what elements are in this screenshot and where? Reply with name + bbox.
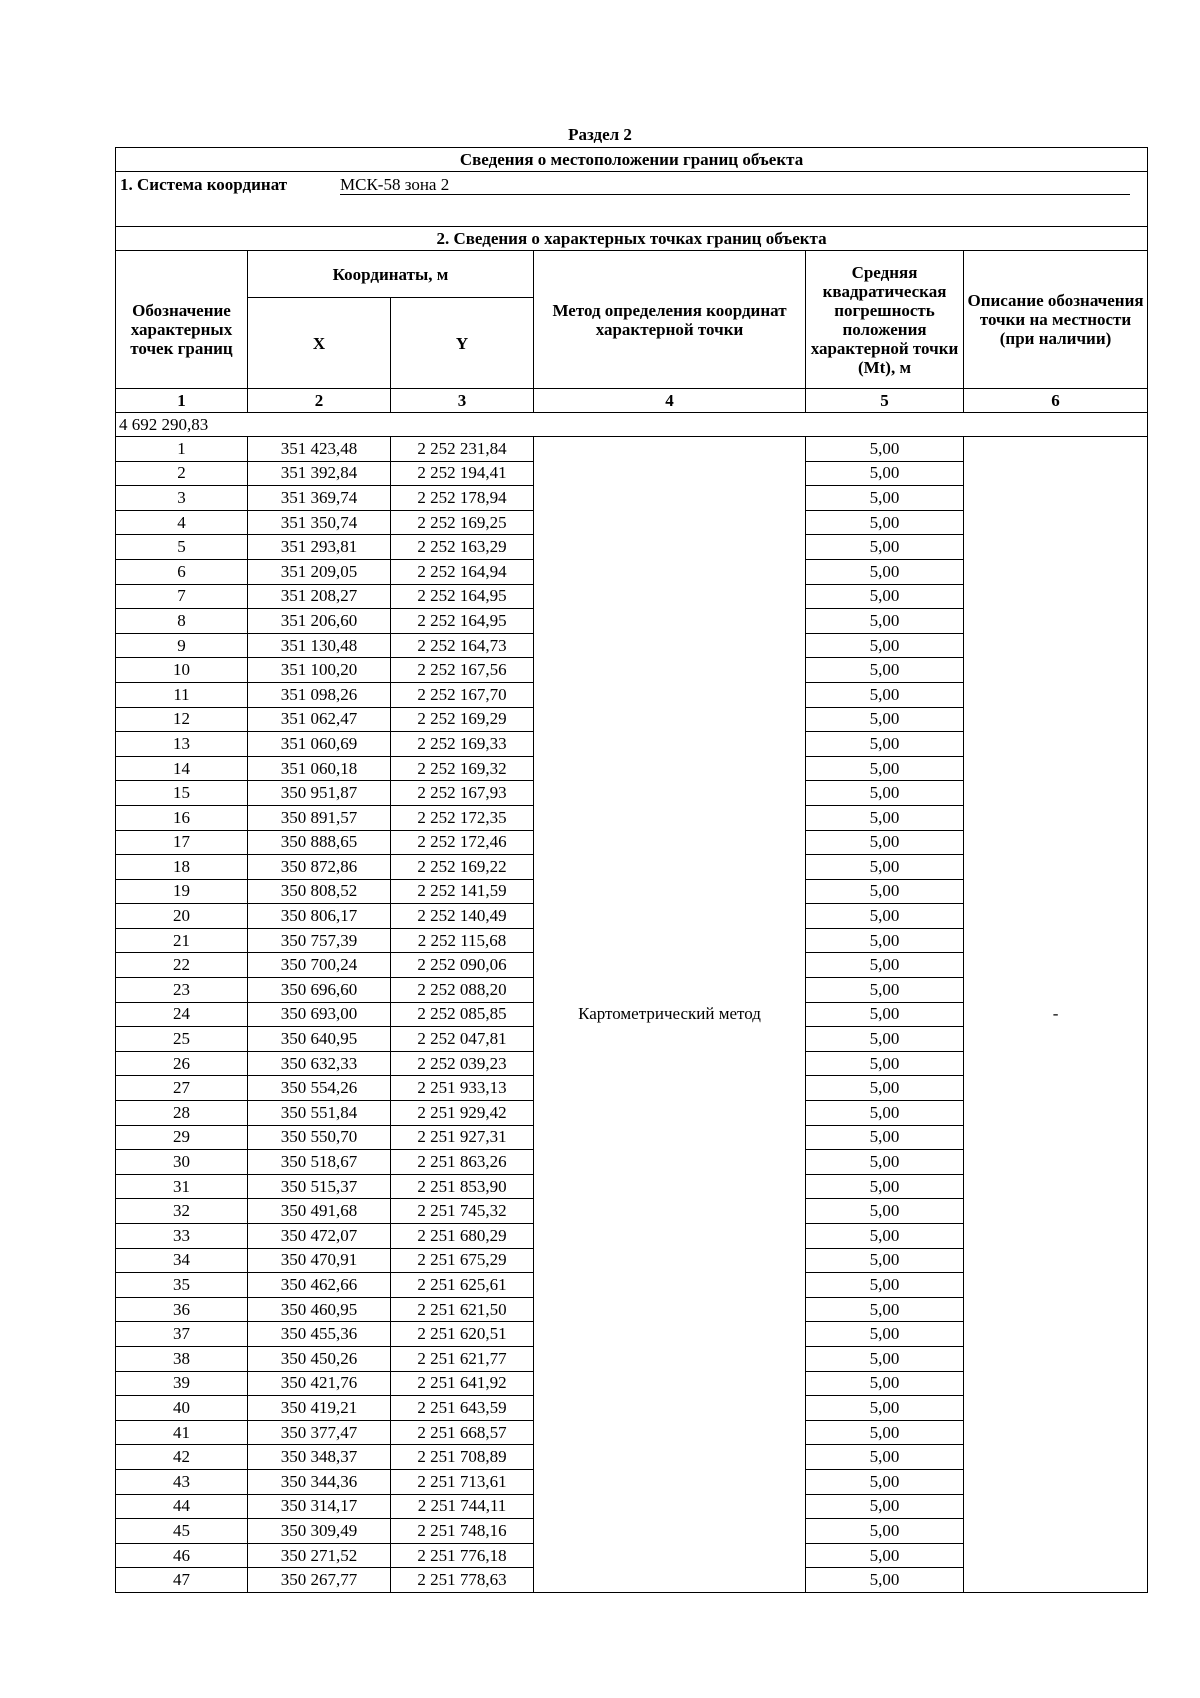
y-coordinate-cell: 2 251 643,59 xyxy=(391,1396,534,1421)
x-coordinate-cell: 350 309,49 xyxy=(248,1519,391,1544)
header-method: Метод определения координат характерной точки xyxy=(534,251,806,389)
y-coordinate-cell: 2 252 169,22 xyxy=(391,855,534,880)
x-coordinate-cell: 350 551,84 xyxy=(248,1101,391,1126)
x-coordinate-cell: 350 515,37 xyxy=(248,1174,391,1199)
coord-system-value: МСК-58 зона 2 xyxy=(340,175,1130,195)
x-coordinate-cell: 350 455,36 xyxy=(248,1322,391,1347)
x-coordinate-cell: 350 419,21 xyxy=(248,1396,391,1421)
x-coordinate-cell: 350 951,87 xyxy=(248,781,391,806)
point-number-cell: 45 xyxy=(116,1519,248,1544)
y-coordinate-cell: 2 252 164,94 xyxy=(391,559,534,584)
x-coordinate-cell: 350 421,76 xyxy=(248,1371,391,1396)
y-coordinate-cell: 2 251 668,57 xyxy=(391,1420,534,1445)
x-coordinate-cell: 350 450,26 xyxy=(248,1346,391,1371)
point-number-cell: 17 xyxy=(116,830,248,855)
point-number-cell: 33 xyxy=(116,1224,248,1249)
y-coordinate-cell: 2 252 141,59 xyxy=(391,879,534,904)
y-coordinate-cell: 2 251 641,92 xyxy=(391,1371,534,1396)
point-number-cell: 32 xyxy=(116,1199,248,1224)
point-number-cell: 10 xyxy=(116,658,248,683)
y-coordinate-cell: 2 251 776,18 xyxy=(391,1543,534,1568)
y-coordinate-cell: 2 252 169,33 xyxy=(391,732,534,757)
error-cell: 5,00 xyxy=(806,682,964,707)
error-cell: 5,00 xyxy=(806,437,964,462)
y-coordinate-cell: 2 252 178,94 xyxy=(391,486,534,511)
point-number-cell: 40 xyxy=(116,1396,248,1421)
point-number-cell: 47 xyxy=(116,1568,248,1593)
section-title: Раздел 2 xyxy=(568,125,632,144)
method-cell: Картометрический метод xyxy=(534,437,806,1593)
x-coordinate-cell: 350 472,07 xyxy=(248,1224,391,1249)
y-coordinate-cell: 2 252 194,41 xyxy=(391,461,534,486)
point-number-cell: 16 xyxy=(116,805,248,830)
x-coordinate-cell: 350 696,60 xyxy=(248,978,391,1003)
area-row: 4 692 290,83 xyxy=(116,413,1148,437)
x-coordinate-cell: 350 632,33 xyxy=(248,1051,391,1076)
y-coordinate-cell: 2 252 167,56 xyxy=(391,658,534,683)
error-cell: 5,00 xyxy=(806,781,964,806)
y-coordinate-cell: 2 251 680,29 xyxy=(391,1224,534,1249)
y-coordinate-cell: 2 251 625,61 xyxy=(391,1273,534,1298)
x-coordinate-cell: 351 130,48 xyxy=(248,633,391,658)
error-cell: 5,00 xyxy=(806,1396,964,1421)
column-number-4: 4 xyxy=(534,389,806,413)
point-number-cell: 2 xyxy=(116,461,248,486)
error-cell: 5,00 xyxy=(806,1248,964,1273)
error-cell: 5,00 xyxy=(806,707,964,732)
y-coordinate-cell: 2 252 164,95 xyxy=(391,609,534,634)
error-cell: 5,00 xyxy=(806,1125,964,1150)
point-number-cell: 7 xyxy=(116,584,248,609)
error-cell: 5,00 xyxy=(806,1420,964,1445)
point-number-cell: 3 xyxy=(116,486,248,511)
point-number-cell: 35 xyxy=(116,1273,248,1298)
error-cell: 5,00 xyxy=(806,904,964,929)
header-y: Y xyxy=(391,298,534,389)
y-coordinate-cell: 2 252 088,20 xyxy=(391,978,534,1003)
y-coordinate-cell: 2 252 163,29 xyxy=(391,535,534,560)
x-coordinate-cell: 351 060,69 xyxy=(248,732,391,757)
x-coordinate-cell: 351 293,81 xyxy=(248,535,391,560)
y-coordinate-cell: 2 252 167,93 xyxy=(391,781,534,806)
column-number-1: 1 xyxy=(116,389,248,413)
x-coordinate-cell: 350 888,65 xyxy=(248,830,391,855)
column-number-5: 5 xyxy=(806,389,964,413)
x-coordinate-cell: 351 208,27 xyxy=(248,584,391,609)
table-row xyxy=(116,437,1148,462)
coord-system-label: 1. Система координат xyxy=(120,175,288,194)
point-number-cell: 20 xyxy=(116,904,248,929)
error-cell: 5,00 xyxy=(806,1519,964,1544)
description-cell: - xyxy=(964,437,1148,1593)
x-coordinate-cell: 350 470,91 xyxy=(248,1248,391,1273)
y-coordinate-cell: 2 251 621,77 xyxy=(391,1346,534,1371)
y-coordinate-cell: 2 251 745,32 xyxy=(391,1199,534,1224)
x-coordinate-cell: 351 098,26 xyxy=(248,682,391,707)
point-number-cell: 9 xyxy=(116,633,248,658)
x-coordinate-cell: 350 700,24 xyxy=(248,953,391,978)
error-cell: 5,00 xyxy=(806,1051,964,1076)
header-error: Средняя квадратическая погрешность положения характерной точки (Mt), м xyxy=(806,251,964,389)
column-number-3: 3 xyxy=(391,389,534,413)
point-number-cell: 22 xyxy=(116,953,248,978)
error-cell: 5,00 xyxy=(806,1150,964,1175)
point-number-cell: 8 xyxy=(116,609,248,634)
y-coordinate-cell: 2 251 744,11 xyxy=(391,1494,534,1519)
error-cell: 5,00 xyxy=(806,510,964,535)
error-cell: 5,00 xyxy=(806,1568,964,1593)
point-number-cell: 18 xyxy=(116,855,248,880)
y-coordinate-cell: 2 251 675,29 xyxy=(391,1248,534,1273)
header-coordinates: Координаты, м xyxy=(248,251,534,298)
error-cell: 5,00 xyxy=(806,1469,964,1494)
error-cell: 5,00 xyxy=(806,855,964,880)
x-coordinate-cell: 350 314,17 xyxy=(248,1494,391,1519)
error-cell: 5,00 xyxy=(806,1199,964,1224)
point-number-cell: 13 xyxy=(116,732,248,757)
y-coordinate-cell: 2 252 164,95 xyxy=(391,584,534,609)
point-number-cell: 44 xyxy=(116,1494,248,1519)
point-number-cell: 34 xyxy=(116,1248,248,1273)
point-number-cell: 28 xyxy=(116,1101,248,1126)
header-x: X xyxy=(248,298,391,389)
y-coordinate-cell: 2 252 090,06 xyxy=(391,953,534,978)
y-coordinate-cell: 2 251 748,16 xyxy=(391,1519,534,1544)
x-coordinate-cell: 350 693,00 xyxy=(248,1002,391,1027)
point-number-cell: 15 xyxy=(116,781,248,806)
y-coordinate-cell: 2 251 708,89 xyxy=(391,1445,534,1470)
error-cell: 5,00 xyxy=(806,535,964,560)
error-cell: 5,00 xyxy=(806,1371,964,1396)
point-number-cell: 46 xyxy=(116,1543,248,1568)
error-cell: 5,00 xyxy=(806,1445,964,1470)
x-coordinate-cell: 350 808,52 xyxy=(248,879,391,904)
header-description: Описание обозначения точки на местности (при наличии) xyxy=(964,251,1148,389)
point-number-cell: 43 xyxy=(116,1469,248,1494)
error-cell: 5,00 xyxy=(806,1002,964,1027)
point-number-cell: 42 xyxy=(116,1445,248,1470)
point-number-cell: 39 xyxy=(116,1371,248,1396)
error-cell: 5,00 xyxy=(806,609,964,634)
x-coordinate-cell: 350 872,86 xyxy=(248,855,391,880)
x-coordinate-cell: 350 806,17 xyxy=(248,904,391,929)
error-cell: 5,00 xyxy=(806,1101,964,1126)
boundary-table-body xyxy=(116,148,1148,1593)
points-title: 2. Сведения о характерных точках границ объекта xyxy=(116,227,1148,251)
error-cell: 5,00 xyxy=(806,1322,964,1347)
header-point-designation: Обозначение характерных точек границ xyxy=(116,251,248,389)
error-cell: 5,00 xyxy=(806,1273,964,1298)
x-coordinate-cell: 350 891,57 xyxy=(248,805,391,830)
x-coordinate-cell: 350 462,66 xyxy=(248,1273,391,1298)
coord-system-row xyxy=(116,172,1148,227)
x-coordinate-cell: 351 392,84 xyxy=(248,461,391,486)
y-coordinate-cell: 2 252 169,32 xyxy=(391,756,534,781)
x-coordinate-cell: 351 100,20 xyxy=(248,658,391,683)
error-cell: 5,00 xyxy=(806,1076,964,1101)
table-title: Сведения о местоположении границ объекта xyxy=(116,148,1148,172)
x-coordinate-cell: 350 491,68 xyxy=(248,1199,391,1224)
y-coordinate-cell: 2 252 169,25 xyxy=(391,510,534,535)
error-cell: 5,00 xyxy=(806,805,964,830)
error-cell: 5,00 xyxy=(806,461,964,486)
point-number-cell: 23 xyxy=(116,978,248,1003)
x-coordinate-cell: 350 757,39 xyxy=(248,928,391,953)
error-cell: 5,00 xyxy=(806,953,964,978)
point-number-cell: 36 xyxy=(116,1297,248,1322)
y-coordinate-cell: 2 252 231,84 xyxy=(391,437,534,462)
y-coordinate-cell: 2 251 863,26 xyxy=(391,1150,534,1175)
x-coordinate-cell: 350 348,37 xyxy=(248,1445,391,1470)
point-number-cell: 1 xyxy=(116,437,248,462)
y-coordinate-cell: 2 251 621,50 xyxy=(391,1297,534,1322)
point-number-cell: 24 xyxy=(116,1002,248,1027)
error-cell: 5,00 xyxy=(806,830,964,855)
point-number-cell: 29 xyxy=(116,1125,248,1150)
y-coordinate-cell: 2 251 620,51 xyxy=(391,1322,534,1347)
x-coordinate-cell: 350 550,70 xyxy=(248,1125,391,1150)
y-coordinate-cell: 2 252 047,81 xyxy=(391,1027,534,1052)
x-coordinate-cell: 350 554,26 xyxy=(248,1076,391,1101)
y-coordinate-cell: 2 252 039,23 xyxy=(391,1051,534,1076)
point-number-cell: 6 xyxy=(116,559,248,584)
x-coordinate-cell: 351 060,18 xyxy=(248,756,391,781)
x-coordinate-cell: 350 640,95 xyxy=(248,1027,391,1052)
error-cell: 5,00 xyxy=(806,559,964,584)
y-coordinate-cell: 2 251 853,90 xyxy=(391,1174,534,1199)
point-number-cell: 37 xyxy=(116,1322,248,1347)
y-coordinate-cell: 2 251 929,42 xyxy=(391,1101,534,1126)
point-number-cell: 4 xyxy=(116,510,248,535)
point-number-cell: 14 xyxy=(116,756,248,781)
y-coordinate-cell: 2 252 085,85 xyxy=(391,1002,534,1027)
x-coordinate-cell: 350 344,36 xyxy=(248,1469,391,1494)
point-number-cell: 38 xyxy=(116,1346,248,1371)
y-coordinate-cell: 2 251 927,31 xyxy=(391,1125,534,1150)
x-coordinate-cell: 351 062,47 xyxy=(248,707,391,732)
error-cell: 5,00 xyxy=(806,486,964,511)
point-number-cell: 19 xyxy=(116,879,248,904)
error-cell: 5,00 xyxy=(806,978,964,1003)
y-coordinate-cell: 2 252 172,35 xyxy=(391,805,534,830)
error-cell: 5,00 xyxy=(806,1494,964,1519)
y-coordinate-cell: 2 252 172,46 xyxy=(391,830,534,855)
y-coordinate-cell: 2 252 140,49 xyxy=(391,904,534,929)
point-number-cell: 31 xyxy=(116,1174,248,1199)
y-coordinate-cell: 2 252 164,73 xyxy=(391,633,534,658)
error-cell: 5,00 xyxy=(806,1346,964,1371)
error-cell: 5,00 xyxy=(806,1224,964,1249)
x-coordinate-cell: 350 267,77 xyxy=(248,1568,391,1593)
x-coordinate-cell: 351 209,05 xyxy=(248,559,391,584)
y-coordinate-cell: 2 251 933,13 xyxy=(391,1076,534,1101)
y-coordinate-cell: 2 252 115,68 xyxy=(391,928,534,953)
error-cell: 5,00 xyxy=(806,1543,964,1568)
column-number-2: 2 xyxy=(248,389,391,413)
error-cell: 5,00 xyxy=(806,879,964,904)
boundary-table xyxy=(115,147,1148,1593)
point-number-cell: 21 xyxy=(116,928,248,953)
x-coordinate-cell: 350 460,95 xyxy=(248,1297,391,1322)
point-number-cell: 12 xyxy=(116,707,248,732)
point-number-cell: 30 xyxy=(116,1150,248,1175)
y-coordinate-cell: 2 251 713,61 xyxy=(391,1469,534,1494)
point-number-cell: 25 xyxy=(116,1027,248,1052)
error-cell: 5,00 xyxy=(806,658,964,683)
x-coordinate-cell: 351 423,48 xyxy=(248,437,391,462)
y-coordinate-cell: 2 252 169,29 xyxy=(391,707,534,732)
y-coordinate-cell: 2 251 778,63 xyxy=(391,1568,534,1593)
error-cell: 5,00 xyxy=(806,633,964,658)
y-coordinate-cell: 2 252 167,70 xyxy=(391,682,534,707)
point-number-cell: 27 xyxy=(116,1076,248,1101)
x-coordinate-cell: 350 271,52 xyxy=(248,1543,391,1568)
x-coordinate-cell: 350 377,47 xyxy=(248,1420,391,1445)
x-coordinate-cell: 351 206,60 xyxy=(248,609,391,634)
error-cell: 5,00 xyxy=(806,1027,964,1052)
point-number-cell: 41 xyxy=(116,1420,248,1445)
error-cell: 5,00 xyxy=(806,756,964,781)
point-number-cell: 5 xyxy=(116,535,248,560)
error-cell: 5,00 xyxy=(806,1174,964,1199)
point-number-cell: 26 xyxy=(116,1051,248,1076)
error-cell: 5,00 xyxy=(806,1297,964,1322)
x-coordinate-cell: 351 369,74 xyxy=(248,486,391,511)
error-cell: 5,00 xyxy=(806,584,964,609)
error-cell: 5,00 xyxy=(806,732,964,757)
x-coordinate-cell: 350 518,67 xyxy=(248,1150,391,1175)
point-number-cell: 11 xyxy=(116,682,248,707)
x-coordinate-cell: 351 350,74 xyxy=(248,510,391,535)
column-number-6: 6 xyxy=(964,389,1148,413)
error-cell: 5,00 xyxy=(806,928,964,953)
